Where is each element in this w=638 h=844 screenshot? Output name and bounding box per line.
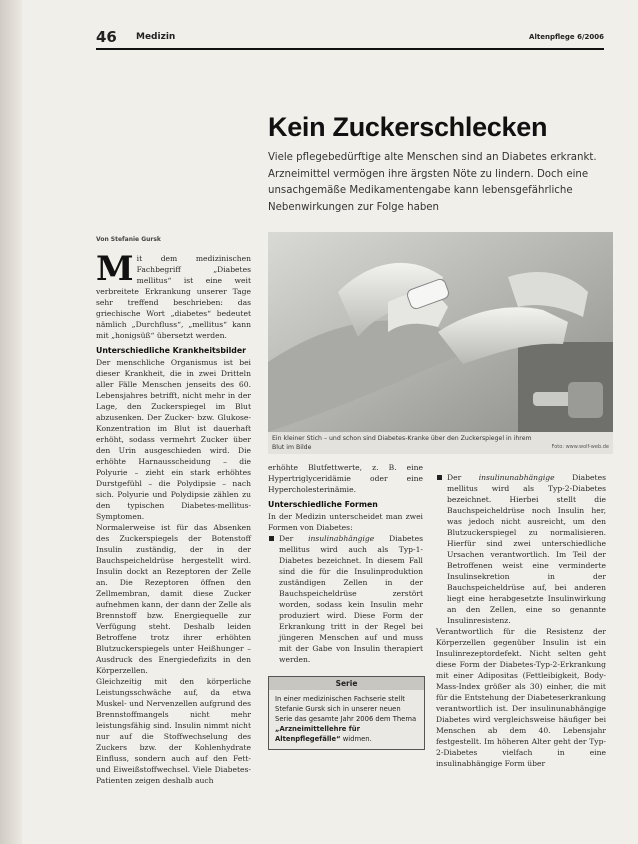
bullet-text: Diabetes mellitus wird auch als Typ-1-Diabetes bezeichnet. In diesem Fall sind die für die Insulinproduktion zuständigen Zellen in der Bauchspeicheldrüse zerstört worden, sodass kein Insulin mehr produziert wird. Diese Form der Erkrankung tritt in der Regel bei jüngeren Menschen auf und muss mit der Gabe von Insulin therapiert werden. (279, 534, 423, 664)
article-title: Kein Zuckerschlecken (268, 112, 548, 142)
series-end: widmen. (342, 735, 372, 743)
bullet-type-2 (436, 472, 606, 626)
series-box-title: Serie (269, 677, 424, 690)
column-1 (96, 249, 251, 786)
series-topic: „Arzneimittellehre für Altenpflegefälle“ (275, 725, 360, 743)
blood-glucose-test-photo (268, 232, 613, 432)
series-box (268, 676, 425, 750)
paragraph: erhöhte Blutfettwerte, z. B. eine Hypertriglyceridämie oder eine Hypercholesterinämie. (268, 463, 423, 494)
photo-caption (268, 432, 613, 454)
page-number: 46 (96, 28, 117, 46)
bullet-lead: Der (447, 473, 462, 482)
author-line: Von Stefanie Gursk (96, 236, 161, 243)
intro-text: it dem medizinischen Fachbegriff „Diabetes mellitus“ ist eine weit verbreitete Erkrankung unserer Tage sehr treffend beschrieben: das griechische Wort „diabetes“ bedeutet nämlich „Durchfluss“, „mellitus“ kann mit „honigsüß“ übersetzt werden. (96, 254, 251, 340)
binding-gutter (0, 0, 22, 844)
bullet-lead: Der (279, 534, 294, 543)
running-header (96, 30, 604, 50)
column-3 (436, 472, 606, 769)
paragraph: Gleichzeitig mit den körperliche Leistungsschwäche auf, da etwa Muskel- und Nervenzellen aufgrund des Brennstoffmangels nicht mehr leistungsfähig sind. Insulin nimmt nicht nur auf die Stoffwechselung des Zuckers bzw. der Kohlenhydrate Einfluss, sondern auch auf den Fett- und Eiweißstoffwechsel. Viele Diabetes-Patienten zeigen deshalb auch (96, 677, 251, 785)
bullet-type-1 (268, 533, 423, 665)
article-lead: Viele pflegebedürftige alte Menschen sind an Diabetes erkrankt. Arzneimittel vermögen ihre ärgsten Nöte zu lindern. Doch eine unsachgemäße Medikamentengabe kann lebensgefährliche Nebenwirkungen zur Folge haben (268, 152, 597, 213)
series-box-text (269, 690, 424, 748)
paragraph: Verantwortlich für die Resistenz der Körperzellen gegenüber Insulin ist ein Insulinrezeptordefekt. Nicht selten geht diese Form der Diabetes-Typ-2-Erkrankung mit einer Adipositas (Fettleibigkeit, Body-Mass-Index größer als 30) einher, die mit für die Entstehung der Diabeteserkrankung verantwortlich ist. Der insulinunabhängige Diabetes wird vergleichsweise häufiger bei Menschen ab dem 40. Lebensjahr festgestellt. Im höheren Alter geht der Typ-2-Diabetes vielfach in eine insulinabhängige Form über (436, 627, 606, 768)
series-text: In einer medizinischen Fachserie stellt Stefanie Gursk sich in unserer neuen Serie das gesamte Jahr 2006 dem Thema (275, 695, 417, 723)
bullet-term: insulinabhängige (308, 534, 375, 543)
bullet-term: insulinunabhängige (478, 473, 555, 482)
paragraph: Normalerweise ist für das Absenken des Zuckerspiegels der Botenstoff Insulin zuständig, der in der Bauchspeicheldrüse hergestellt wird. Insulin dockt an Rezeptoren der Zelle an. Die Rezeptoren öffnen den Zellmembran, damit diese Zucker aufnehmen kann, der dann der Zelle als Brennstoff bzw. Energiequelle zur Verfügung steht. Deshalb leiden Betroffene trotz ihrer erhöhten Blutzuckerspiegels unter Heißhunger – Ausdruck des Energiedefizits in den Körperzellen. (96, 523, 251, 675)
paragraph: In der Medizin unterscheidet man zwei Formen von Diabetes: (268, 512, 423, 532)
issue-label: Altenpflege 6/2006 (529, 33, 604, 41)
caption-text: Ein kleiner Stich – und schon sind Diabetes-Kranke über den Zuckerspiegel in ihrem Blut im Bilde (272, 435, 532, 451)
article-photo (268, 232, 613, 432)
drop-cap: M (96, 249, 134, 289)
intro-paragraph (96, 249, 251, 341)
paragraph: Der menschliche Organismus ist bei dieser Krankheit, die in zwei Dritteln aller Fälle Menschen jenseits des 60. Lebensjahres betrifft, nicht mehr in der Lage, den Zuckerspiegel im Blut abzusenken. Der Zucker- bzw. Glukose-Konzentration im Blut ist dauerhaft erhöht, sodass vermehrt Zucker über den Urin ausgeschieden wird. Die erhöhte Harnausscheidung – die Polyurie – zieht ein stark erhöhtes Durstgefühl – die Polydipsie – nach sich. Polyurie und Polydipsie zählen zu den typischen Diabetes-mellitus-Symptomen. (96, 358, 251, 521)
subheading-formen: Unterschiedliche Formen (268, 500, 378, 509)
bullet-text: Diabetes mellitus wird als Typ-2-Diabetes bezeichnet. Hierbei stellt die Bauchspeicheldrüse noch Insulin her, was jedoch nicht ausreicht, um den Blutzuckerspiegel zu normalisieren. Hierfür sind zwei unterschiedliche Ursachen verantwortlich. Im Teil der Betroffenen weist eine verminderte Insulinsekretion in der Bauchspeicheldrüse auf, bei anderen liegt eine herabgesetzte Insulinwirkung an den Zellen, eine so genannte Insulinresistenz. (447, 473, 606, 625)
column-2 (268, 462, 423, 665)
photo-credit: Foto: www.wolf-web.de (551, 444, 609, 450)
subheading-krankheitsbilder: Unterschiedliche Krankheitsbilder (96, 346, 247, 355)
section-name: Medizin (136, 32, 176, 42)
